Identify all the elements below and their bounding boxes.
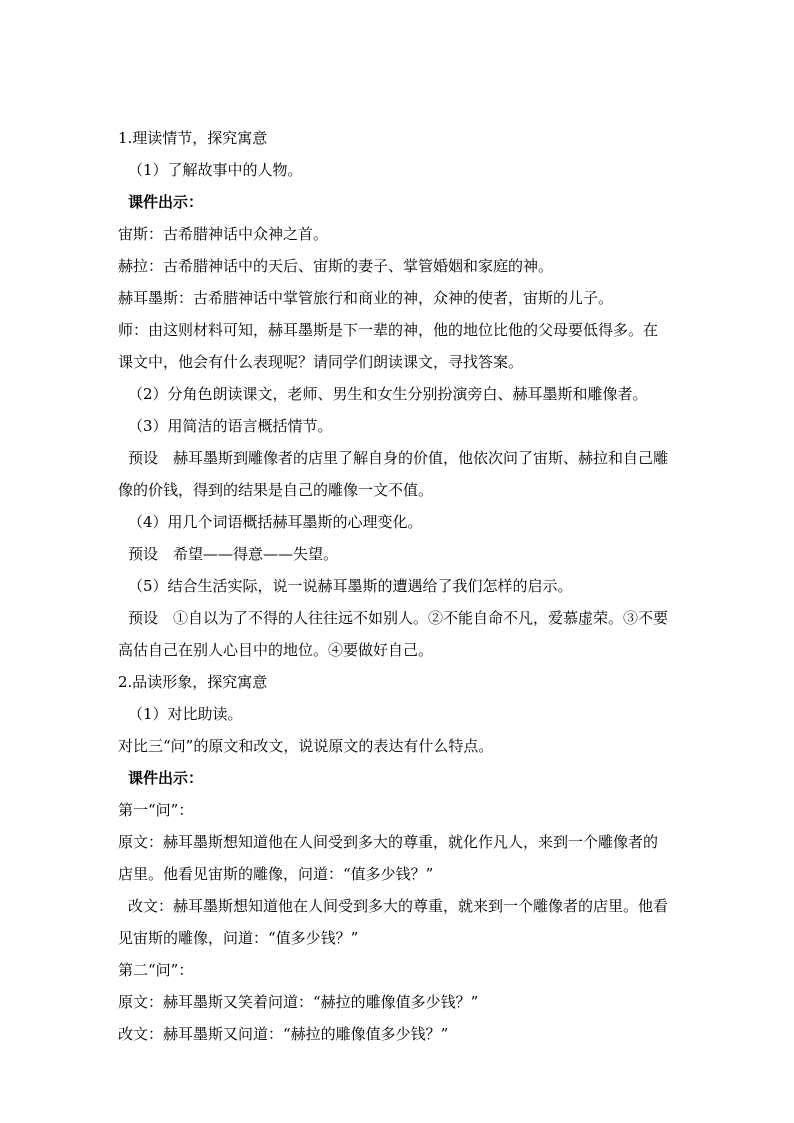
section-heading-2: 2.品读形象，探究寓意 — [118, 673, 268, 691]
subitem-4: （4）用几个词语概括赫耳墨斯的心理变化。 — [128, 513, 423, 531]
subitem-5: （5）结合生活实际，说一说赫耳墨斯的遭遇给了我们怎样的启示。 — [128, 577, 573, 595]
paragraph-teacher-line-2: 课文中，他会有什么表现呢？请同学们朗读课文，寻找答案。 — [118, 353, 524, 371]
paragraph-hermes: 赫耳墨斯：古希腊神话中掌管旅行和商业的神，众神的使者，宙斯的儿子。 — [118, 289, 614, 307]
preset-3-line-1: 预设 ①自以为了不得的人往往远不如别人。②不能自命不凡，爱慕虚荣。③不要 — [128, 609, 669, 627]
question-one-label: 第一“问”： — [118, 801, 194, 819]
section-heading-1: 1.理读情节，探究寓意 — [118, 129, 268, 147]
subitem-contrast: （1）对比助读。 — [128, 705, 243, 723]
preset-2: 预设 希望——得意——失望。 — [128, 545, 339, 563]
courseware-label-2: 课件出示： — [128, 769, 204, 787]
courseware-label: 课件出示： — [128, 193, 204, 211]
revised-text-1-line-2: 见宙斯的雕像，问道：“值多少钱？” — [118, 929, 359, 947]
subitem-1: （1）了解故事中的人物。 — [128, 161, 303, 179]
preset-3-line-2: 高估自己在别人心目中的地位。④要做好自己。 — [118, 641, 434, 659]
paragraph-hera: 赫拉：古希腊神话中的天后、宙斯的妻子、掌管婚姻和家庭的神。 — [118, 257, 554, 275]
preset-1-line-2: 像的价钱，得到的结果是自己的雕像一文不值。 — [118, 481, 434, 499]
original-text-2: 原文：赫耳墨斯又笑着问道：“赫拉的雕像值多少钱？” — [118, 993, 479, 1011]
subitem-2: （2）分角色朗读课文，老师、男生和女生分别扮演旁白、赫耳墨斯和雕像者。 — [128, 385, 648, 403]
subitem-3: （3）用简洁的语言概括情节。 — [128, 417, 333, 435]
revised-text-1-line-1: 改文：赫耳墨斯想知道他在人间受到多大的尊重，就来到一个雕像者的店里。他看 — [128, 897, 669, 915]
original-text-1-line-1: 原文：赫耳墨斯想知道他在人间受到多大的尊重，就化作凡人，来到一个雕像者的 — [118, 833, 659, 851]
revised-text-2: 改文：赫耳墨斯又问道：“赫拉的雕像值多少钱？” — [118, 1025, 449, 1043]
paragraph-zeus: 宙斯：古希腊神话中众神之首。 — [118, 225, 329, 243]
paragraph-teacher-line-1: 师：由这则材料可知，赫耳墨斯是下一辈的神，他的地位比他的父母要低得多。在 — [118, 321, 659, 339]
original-text-1-line-2: 店里。他看见宙斯的雕像，问道：“值多少钱？” — [118, 865, 434, 883]
paragraph-contrast-task: 对比三“问”的原文和改文，说说原文的表达有什么特点。 — [118, 737, 494, 755]
question-two-label: 第二“问”： — [118, 961, 194, 979]
preset-1-line-1: 预设 赫耳墨斯到雕像者的店里了解自身的价值，他依次问了宙斯、赫拉和自己雕 — [128, 449, 669, 467]
